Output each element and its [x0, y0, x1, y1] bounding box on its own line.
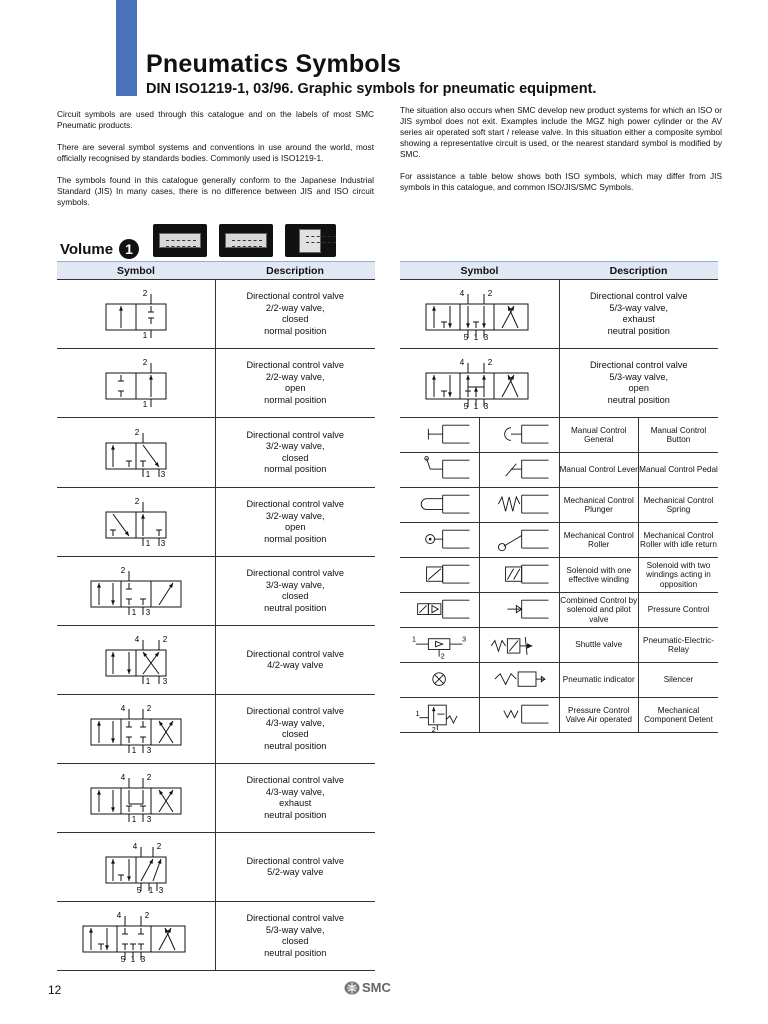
table-row: [400, 698, 718, 733]
page-number: 12: [48, 983, 62, 997]
5-2-valve-symbol: [61, 837, 211, 897]
svg-text:4: 4: [120, 704, 125, 713]
3-2-valve-open-symbol: [61, 492, 211, 552]
icon-cell: [480, 558, 560, 593]
svg-text:3: 3: [484, 402, 489, 411]
svg-text:4: 4: [134, 635, 139, 644]
table-row: [400, 418, 718, 453]
description-cell: [215, 488, 375, 557]
symbol-label: Mechanical Control Roller with idle return: [639, 523, 719, 558]
description-line: closed: [281, 452, 309, 463]
4-3-valve-closed-symbol: [61, 699, 211, 759]
svg-text:1: 1: [145, 539, 150, 548]
description-line: 3/2-way valve,: [265, 510, 325, 521]
symbol-cell: [57, 764, 215, 833]
icon-cell: [400, 663, 480, 698]
svg-text:2: 2: [134, 497, 139, 506]
svg-text:2: 2: [146, 773, 151, 782]
svg-text:4: 4: [460, 289, 465, 298]
description-cell: [559, 349, 718, 418]
table-row: [400, 663, 718, 698]
symbol-label: Mechanical Component Detent: [639, 698, 719, 733]
description-line: closed: [281, 729, 309, 739]
intro-paragraph: The symbols found in this catalogue generally conform to the Japanese Industrial Standard (JIS) In many cases, there is no difference between JIS and ISO circuit symbols.: [57, 175, 374, 207]
3-2-valve-closed-symbol: [61, 423, 211, 483]
description-cell: [215, 902, 375, 971]
svg-text:3: 3: [146, 746, 151, 755]
table-row: [400, 349, 718, 418]
description-cell: [215, 764, 375, 833]
table-row: [400, 558, 718, 593]
svg-text:2: 2: [144, 911, 149, 920]
page-subtitle: DIN ISO1219-1, 03/96. Graphic symbols for pneumatic equipment.: [146, 81, 597, 97]
brand-name: SMC: [362, 980, 391, 995]
description-line: 4/3-way valve,: [265, 717, 325, 728]
intro-right: [400, 105, 722, 204]
table-row: [57, 418, 375, 488]
symbol-cell: [57, 280, 215, 349]
mechanical-detent-icon: [482, 698, 556, 732]
symbol-cell: [57, 626, 215, 695]
4-2-valve-symbol: [61, 630, 211, 690]
description-line: normal position: [264, 533, 327, 544]
table-row: [400, 453, 718, 488]
description-line: Directional control valve: [589, 291, 688, 301]
4-3-valve-exhaust-symbol: [61, 768, 211, 828]
symbol-cell: [57, 488, 215, 557]
description-cell: [559, 280, 718, 349]
icon-cell: [480, 523, 560, 558]
volume-heading: [60, 239, 139, 259]
symbol-label: Mechanical Control Spring: [639, 488, 719, 523]
table-row: [57, 349, 375, 418]
symbol-label: Shuttle valve: [559, 628, 639, 663]
roller-idle-return-icon: [482, 523, 556, 557]
symbol-label: Pressure Control: [639, 593, 719, 628]
3-3-valve-symbol: [61, 561, 211, 621]
intro-paragraph: The situation also occurs when SMC develop new product systems for which an ISO or JIS symbol does not exit. Examples include the MGZ high power cylinder or the AV series air operated soft start / release valve. In this situation either a composite symbol showing a representative circuit is used, or the nearest standard symbol is modified by SMC.: [400, 105, 722, 159]
icon-cell: [400, 593, 480, 628]
description-line: Directional control valve: [246, 360, 345, 370]
mechanical-spring-icon: [482, 488, 556, 522]
svg-text:1: 1: [145, 469, 150, 479]
description-line: open: [285, 383, 306, 393]
icon-cell: [480, 453, 560, 488]
smc-logo: [344, 980, 391, 995]
svg-text:1: 1: [411, 635, 416, 644]
description-line: Directional control valve: [246, 429, 345, 440]
description-line: 2/2-way valve,: [265, 371, 325, 382]
description-line: normal position: [264, 394, 327, 405]
description-header: Description: [559, 262, 718, 280]
symbol-label: Pneumatic-Electric-Relay: [639, 628, 719, 663]
description-line: neutral position: [607, 394, 670, 405]
description-line: closed: [281, 936, 309, 946]
icon-cell: [400, 698, 480, 733]
intro-paragraph: There are several symbol systems and conventions in use around the world, most officially recognised by standards bodies. Commonly used is ISO1219-1.: [57, 142, 374, 163]
description-cell: [215, 280, 375, 349]
svg-text:1: 1: [145, 677, 150, 686]
symbol-label: Pressure Control Valve Air operated: [559, 698, 639, 733]
description-line: Directional control valve: [246, 568, 345, 578]
table-row: [400, 488, 718, 523]
2-2-valve-open-symbol: [61, 353, 211, 413]
svg-text:1: 1: [142, 400, 147, 409]
description-line: Directional control valve: [246, 855, 345, 866]
icon-cell: [480, 628, 560, 663]
mechanical-roller-icon: [403, 523, 477, 557]
description-line: Directional control valve: [246, 706, 345, 716]
description-line: exhaust: [622, 314, 655, 324]
description-line: Directional control valve: [246, 913, 345, 923]
2-2-valve-closed-symbol: [61, 284, 211, 344]
volume-label: Volume: [60, 240, 114, 258]
symbol-label: Manual Control General: [559, 418, 639, 453]
symbol-label: Manual Control Button: [639, 418, 719, 453]
svg-text:2: 2: [120, 566, 125, 575]
icon-cell: [480, 418, 560, 453]
pressure-control-valve-icon: [403, 698, 477, 732]
icon-cell: [400, 488, 480, 523]
svg-text:5: 5: [136, 886, 141, 895]
svg-text:1: 1: [474, 402, 479, 411]
pneumatic-electric-relay-icon: [482, 628, 556, 662]
mechanical-plunger-icon: [403, 488, 477, 522]
solenoid-one-winding-icon: [403, 558, 477, 592]
symbol-table-right: [400, 261, 718, 733]
symbol-label: Combined Control by solenoid and pilot valve: [559, 593, 639, 628]
table-row: [57, 695, 375, 764]
symbol-label: Manual Control Lever: [559, 453, 639, 488]
manual-lever-icon: [403, 453, 477, 487]
svg-text:3: 3: [160, 469, 165, 479]
svg-text:3: 3: [146, 815, 151, 824]
symbol-cell: [57, 418, 215, 488]
table-row: [57, 764, 375, 833]
regulator-photo: [285, 224, 336, 257]
description-line: exhaust: [279, 798, 312, 808]
description-line: 2/2-way valve,: [265, 302, 325, 313]
description-cell: [215, 557, 375, 626]
svg-text:3: 3: [484, 333, 489, 342]
svg-text:2: 2: [156, 842, 161, 851]
symbol-label: Manual Control Pedal: [639, 453, 719, 488]
description-line: neutral position: [264, 809, 327, 820]
svg-text:4: 4: [460, 358, 465, 367]
symbol-header: Symbol: [57, 262, 215, 280]
description-line: closed: [281, 314, 309, 324]
icon-cell: [400, 558, 480, 593]
table-row: [400, 593, 718, 628]
svg-text:4: 4: [120, 773, 125, 782]
combined-control-icon: [403, 593, 477, 627]
description-header: Description: [215, 262, 375, 280]
description-line: neutral position: [607, 325, 670, 336]
svg-text:3: 3: [145, 608, 150, 617]
5-3-valve-closed-symbol: [61, 906, 211, 966]
table-row: [57, 280, 375, 349]
valve-manifold-photo: [153, 224, 207, 257]
silencer-icon: [482, 663, 556, 697]
description-line: 5/3-way valve,: [609, 302, 669, 313]
smc-logo-mark-icon: [344, 981, 360, 995]
symbol-cell: [57, 695, 215, 764]
svg-text:1: 1: [148, 886, 153, 895]
svg-text:5: 5: [120, 955, 125, 964]
pneumatic-indicator-icon: [403, 663, 477, 697]
description-line: Directional control valve: [246, 291, 345, 301]
description-line: 5/3-way valve,: [609, 371, 669, 382]
icon-cell: [480, 488, 560, 523]
description-line: closed: [281, 591, 309, 601]
description-line: 3/3-way valve,: [265, 579, 325, 590]
svg-text:2: 2: [146, 704, 151, 713]
symbol-label: Solenoid with one effective winding: [559, 558, 639, 593]
svg-text:1: 1: [131, 608, 136, 617]
svg-text:2: 2: [440, 652, 445, 661]
symbol-label: Solenoid with two windings acting in opposition: [639, 558, 719, 593]
symbol-cell: [57, 557, 215, 626]
icon-cell: [480, 663, 560, 698]
symbol-cell: [57, 902, 215, 971]
svg-text:4: 4: [132, 842, 137, 851]
description-cell: [215, 626, 375, 695]
description-line: 5/2-way valve: [267, 867, 324, 877]
symbol-label: Silencer: [639, 663, 719, 698]
svg-text:1: 1: [130, 955, 135, 964]
symbol-cell: [400, 280, 559, 349]
symbol-label: Pneumatic indicator: [559, 663, 639, 698]
icon-cell: [480, 593, 560, 628]
table-row: [57, 833, 375, 902]
solenoid-two-windings-icon: [482, 558, 556, 592]
description-cell: [215, 418, 375, 488]
intro-left: [57, 109, 374, 219]
table-row: [57, 902, 375, 971]
svg-text:5: 5: [464, 402, 469, 411]
icon-cell: [480, 698, 560, 733]
manual-button-icon: [482, 418, 556, 452]
description-cell: [215, 349, 375, 418]
description-line: neutral position: [264, 602, 327, 613]
svg-text:1: 1: [415, 709, 420, 718]
table-row: [400, 523, 718, 558]
icon-cell: [400, 418, 480, 453]
description-line: Directional control valve: [246, 499, 345, 509]
svg-text:3: 3: [162, 677, 167, 686]
symbol-label: Mechanical Control Plunger: [559, 488, 639, 523]
svg-text:3: 3: [461, 635, 466, 644]
volume-number-badge: 1: [119, 239, 139, 259]
svg-text:2: 2: [488, 358, 493, 367]
intro-paragraph: For assistance a table below shows both ISO symbols, which may differ from JIS symbols in this catalogue, and common ISO/JIS/SMC Symbols.: [400, 171, 722, 192]
shuttle-valve-icon: [403, 628, 477, 662]
description-line: normal position: [264, 464, 327, 474]
5-3-valve-open-symbol: [404, 353, 554, 413]
svg-text:5: 5: [464, 333, 469, 342]
description-line: 3/2-way valve,: [265, 441, 325, 451]
description-line: Directional control valve: [589, 360, 688, 370]
valve-manifold-photo: [219, 224, 273, 257]
5-3-valve-exhaust-symbol: [404, 284, 554, 344]
description-line: open: [628, 383, 649, 393]
description-line: 5/3-way valve,: [265, 924, 325, 935]
svg-text:1: 1: [131, 815, 136, 824]
table-row: [57, 557, 375, 626]
intro-paragraph: Circuit symbols are used through this catalogue and on the labels of most SMC Pneumatic products.: [57, 109, 374, 130]
svg-text:1: 1: [142, 331, 147, 340]
description-line: 4/2-way valve: [267, 660, 324, 670]
svg-text:2: 2: [431, 726, 436, 732]
description-line: Directional control valve: [246, 648, 345, 659]
svg-text:4: 4: [116, 911, 121, 920]
accent-bar: [116, 0, 137, 96]
table-row: [57, 626, 375, 695]
icon-cell: [400, 628, 480, 663]
symbol-cell: [400, 349, 559, 418]
symbol-table-left: [57, 261, 375, 971]
table-row: [400, 280, 718, 349]
icon-cell: [400, 453, 480, 488]
symbol-cell: [57, 833, 215, 902]
description-cell: [215, 833, 375, 902]
page-title: Pneumatics Symbols: [146, 50, 402, 78]
symbol-label: Mechanical Control Roller: [559, 523, 639, 558]
svg-text:2: 2: [142, 289, 147, 298]
table-row: [400, 628, 718, 663]
description-line: 4/3-way valve,: [265, 786, 325, 797]
pressure-control-icon: [482, 593, 556, 627]
svg-text:3: 3: [160, 539, 165, 548]
symbol-cell: [57, 349, 215, 418]
svg-text:2: 2: [134, 427, 139, 437]
icon-cell: [400, 523, 480, 558]
symbol-header: Symbol: [400, 262, 559, 280]
svg-text:1: 1: [131, 746, 136, 755]
svg-text:3: 3: [158, 886, 163, 895]
manual-pedal-icon: [482, 453, 556, 487]
svg-text:2: 2: [162, 635, 167, 644]
manual-general-icon: [403, 418, 477, 452]
description-line: neutral position: [264, 740, 327, 751]
svg-text:2: 2: [142, 358, 147, 367]
description-cell: [215, 695, 375, 764]
svg-text:3: 3: [140, 955, 145, 964]
description-line: normal position: [264, 325, 327, 336]
description-line: neutral position: [264, 947, 327, 958]
svg-text:1: 1: [474, 333, 479, 342]
svg-text:2: 2: [488, 289, 493, 298]
product-thumbnails: [153, 224, 336, 257]
table-row: [57, 488, 375, 557]
description-line: open: [285, 522, 306, 532]
description-line: Directional control valve: [246, 775, 345, 785]
